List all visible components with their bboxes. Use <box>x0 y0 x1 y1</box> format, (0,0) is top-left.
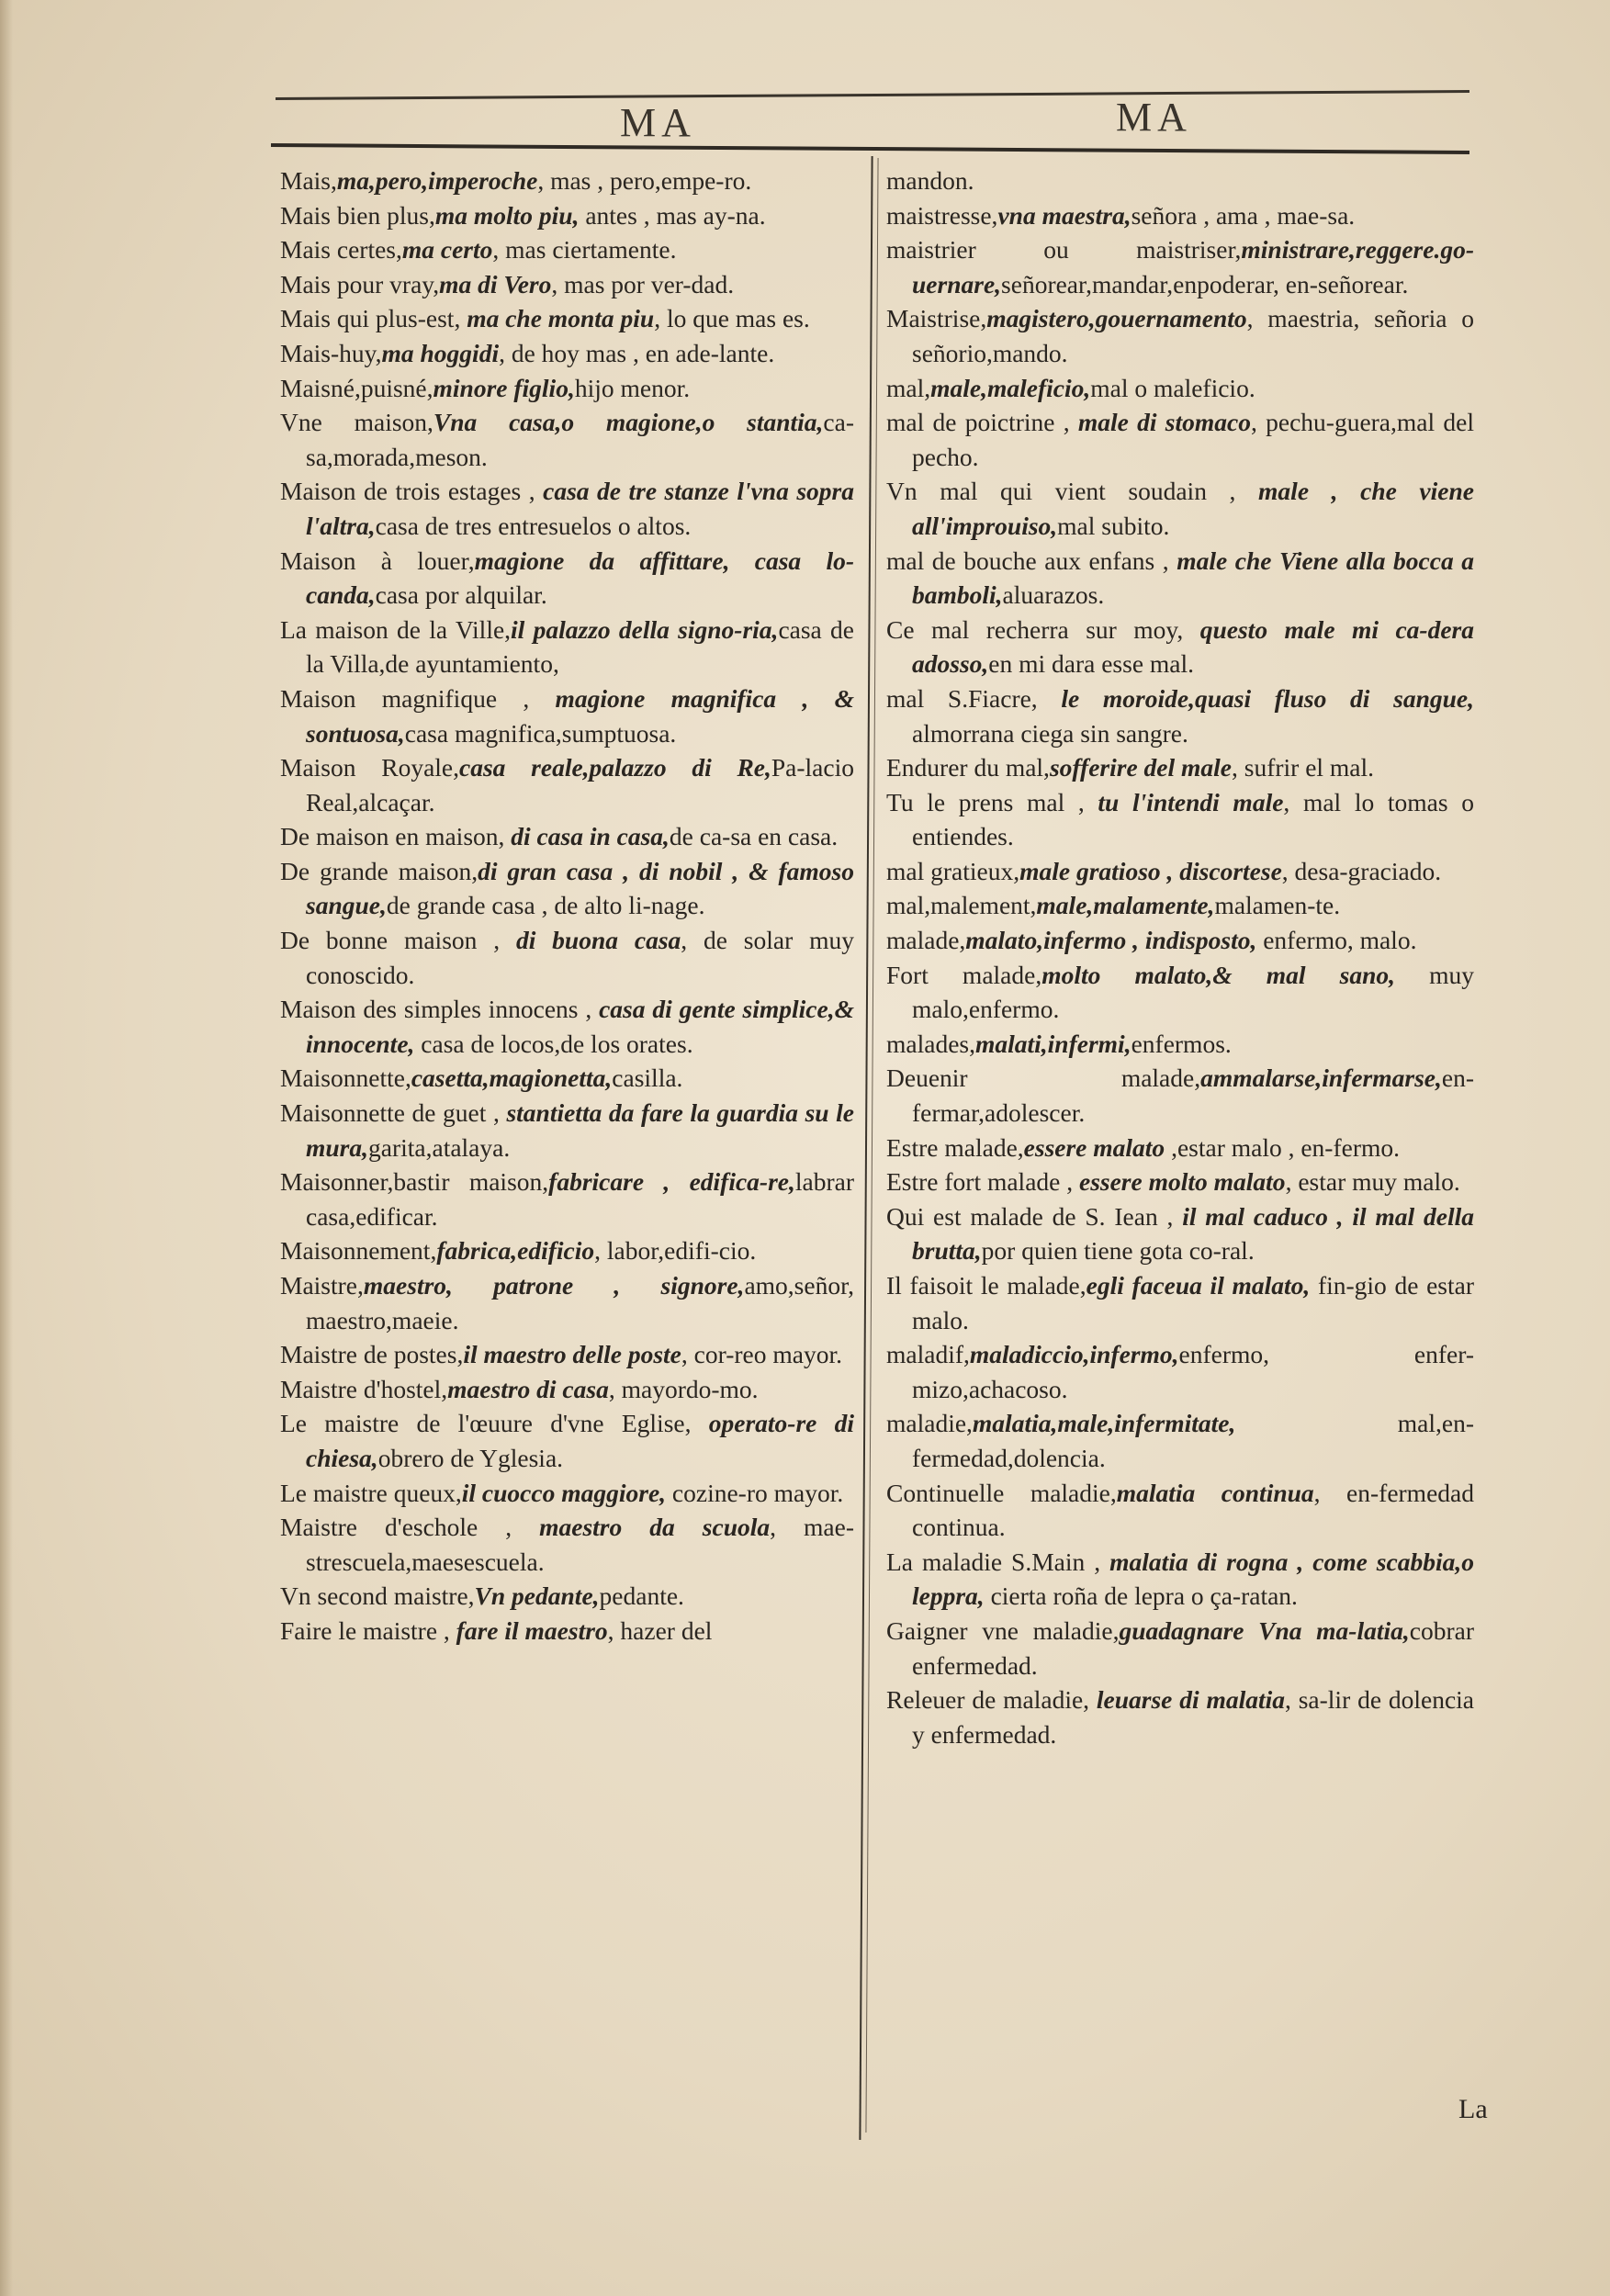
french-headword: mal S.Fiacre, <box>886 683 1062 713</box>
dictionary-entry <box>280 163 854 198</box>
italian-gloss: guadagnare Vna ma-latia, <box>1119 1615 1410 1645</box>
italian-gloss: malati,infermi, <box>974 1029 1132 1058</box>
spanish-gloss: de grande casa , de alto li-nage. <box>386 891 705 920</box>
spanish-gloss: , mas ciertamente. <box>492 235 677 264</box>
french-headword: maistresse, <box>886 200 998 230</box>
dictionary-entry <box>280 474 854 543</box>
french-headword: Maison Royale, <box>280 753 460 782</box>
spanish-gloss: , estar muy malo. <box>1285 1167 1460 1197</box>
spanish-gloss: enfermo, enfer-mizo,achacoso. <box>912 1340 1474 1403</box>
dictionary-entry <box>280 1061 854 1096</box>
italian-gloss: egli faceua il malato, <box>1086 1271 1311 1300</box>
dictionary-entry <box>886 1614 1474 1683</box>
spanish-gloss: casilla. <box>612 1064 683 1093</box>
spanish-gloss: mal,en-fermedad,dolencia. <box>912 1409 1474 1472</box>
dictionary-entry <box>280 1510 854 1579</box>
french-headword: Releuer de maladie, <box>886 1685 1097 1715</box>
italian-gloss: casa reale,palazzo di Re, <box>459 753 771 782</box>
right-column <box>886 163 1474 1751</box>
french-headword: Maison des simples innocens , <box>280 995 600 1024</box>
dictionary-entry <box>886 544 1474 613</box>
dictionary-entry <box>280 681 854 750</box>
french-headword: Gaigner vne maladie, <box>886 1615 1120 1645</box>
italian-gloss: il maestro delle poste <box>463 1340 681 1369</box>
french-headword: Mais bien plus, <box>280 200 435 230</box>
french-headword: Estre malade, <box>886 1132 1024 1162</box>
spanish-gloss: en-fermar,adolescer. <box>912 1064 1474 1128</box>
italian-gloss: stantietta da fare la guardia su le mura, <box>306 1098 854 1162</box>
spanish-gloss: obrero de Yglesia. <box>377 1443 564 1472</box>
header-left: MA <box>620 100 696 145</box>
dictionary-entry <box>280 1233 854 1268</box>
italian-gloss: malatia,male,infermitate, <box>972 1409 1236 1438</box>
french-headword: Maistre, <box>280 1271 364 1300</box>
italian-gloss: essere molto malato <box>1078 1167 1286 1197</box>
spanish-gloss: , sufrir el mal. <box>1232 753 1375 782</box>
column-divider-inner <box>865 158 878 2133</box>
spanish-gloss: de ca-sa en casa. <box>669 822 839 851</box>
dictionary-entry <box>280 232 854 267</box>
french-headword: De maison en maison, <box>280 822 512 851</box>
italian-gloss: casetta,magionetta, <box>411 1064 613 1093</box>
spanish-gloss: mal o maleficio. <box>1090 373 1255 402</box>
dictionary-entry <box>280 301 854 336</box>
french-headword: De grande maison, <box>280 856 478 885</box>
spanish-gloss: , cor-reo mayor. <box>681 1340 842 1369</box>
italian-gloss: male,malamente, <box>1036 891 1215 920</box>
spanish-gloss: cierta roña de lepra o ça-ratan. <box>984 1581 1298 1611</box>
spanish-gloss: , mas , pero,empe-ro. <box>537 166 752 195</box>
dictionary-entry <box>886 1545 1474 1614</box>
italian-gloss: Vna casa,o magione,o stantia, <box>433 408 824 437</box>
spanish-gloss: aluarazos. <box>1002 580 1105 610</box>
spanish-gloss: señorear,mandar,enpoderar, en-señorear. <box>1001 269 1409 298</box>
dictionary-entry <box>886 613 1474 681</box>
french-headword: Vne maison, <box>280 408 433 437</box>
french-headword: Fort malade, <box>886 960 1042 989</box>
spanish-gloss: , mae-strescuela,maesescuela. <box>306 1513 854 1576</box>
spanish-gloss: en mi dara esse mal. <box>988 649 1195 679</box>
french-headword: Ce mal recherra sur moy, <box>886 614 1200 644</box>
dictionary-entry <box>280 1268 854 1337</box>
spanish-gloss: , desa-graciado. <box>1281 856 1442 885</box>
french-headword: Maison à louer, <box>280 546 475 575</box>
spanish-gloss: antes , mas ay-na. <box>579 200 766 230</box>
french-headword: Tu le prens mal , <box>886 787 1098 816</box>
italian-gloss: magione magnifica , & sontuosa, <box>306 683 855 748</box>
french-headword: mal de bouche aux enfans , <box>886 546 1177 575</box>
italian-gloss: male , che viene all'improuiso, <box>912 477 1474 540</box>
french-headword: Maistre d'hostel, <box>280 1374 448 1403</box>
italian-gloss: magistero,gouernamento <box>986 304 1247 333</box>
spanish-gloss: , lo que mas es. <box>654 304 810 333</box>
spanish-gloss: amo,señor, maestro,maeie. <box>306 1271 854 1334</box>
spanish-gloss: labrar casa,edificar. <box>306 1167 854 1231</box>
dictionary-entry <box>280 1096 854 1165</box>
spanish-gloss: por quien tiene gota co-ral. <box>981 1236 1255 1266</box>
spanish-gloss: , hazer del <box>607 1615 713 1645</box>
spanish-gloss: cozine-ro mayor. <box>666 1478 844 1507</box>
spanish-gloss: , pechu-guera,mal del pecho. <box>912 408 1474 471</box>
french-headword: mal gratieux, <box>886 856 1020 885</box>
italian-gloss: fare il maestro <box>456 1615 608 1645</box>
catchword: La <box>1458 2094 1488 2124</box>
dictionary-entry <box>280 371 854 406</box>
italian-gloss: di casa in casa, <box>511 822 670 851</box>
spanish-gloss: enfermos. <box>1131 1029 1232 1058</box>
italian-gloss: ma hoggidi <box>381 338 500 367</box>
spanish-gloss: casa magnifica,sumptuosa. <box>404 718 677 748</box>
french-headword: Mais-huy, <box>280 338 382 367</box>
italian-gloss: questo male mi ca-dera adosso, <box>912 614 1474 679</box>
dictionary-entry <box>886 232 1474 301</box>
italian-gloss: essere malato <box>1023 1132 1165 1162</box>
french-headword: Maison magnifique , <box>280 683 556 713</box>
french-headword: mal de poictrine , <box>886 408 1078 437</box>
italian-gloss: minore figlio, <box>433 373 575 402</box>
dictionary-entry <box>886 1476 1474 1545</box>
spanish-gloss: garita,atalaya. <box>368 1132 511 1162</box>
italian-gloss: casa de tre stanze l'vna sopra l'altra, <box>306 477 854 540</box>
spanish-gloss: casa de locos,de los orates. <box>414 1029 693 1058</box>
spanish-gloss: almorrana ciega sin sangre. <box>912 718 1188 748</box>
spanish-gloss: , mas por ver-dad. <box>551 269 735 298</box>
dictionary-entry <box>280 1337 854 1372</box>
french-headword: Deuenir malade, <box>886 1064 1201 1093</box>
dictionary-entry <box>886 1337 1474 1406</box>
left-column <box>280 163 854 1649</box>
italian-gloss: vna maestra, <box>997 200 1132 230</box>
spanish-gloss: fin-gio de estar malo. <box>912 1271 1474 1334</box>
dictionary-entry <box>886 163 1474 198</box>
spine-shadow <box>0 0 13 2296</box>
french-headword: Qui est malade de S. Iean , <box>886 1201 1183 1231</box>
dictionary-entry <box>280 544 854 613</box>
french-headword: Le maistre queux, <box>280 1478 462 1507</box>
dictionary-entry <box>886 1131 1474 1165</box>
italian-gloss: ma certo <box>401 235 493 264</box>
french-headword: Vn mal qui vient soudain , <box>886 477 1259 506</box>
italian-gloss: ma di Vero <box>439 269 552 298</box>
french-headword: Mais, <box>280 166 337 195</box>
dictionary-entry <box>280 923 854 992</box>
italian-gloss: magione da affittare, casa lo-canda, <box>306 546 855 610</box>
dictionary-entry <box>280 198 854 233</box>
spanish-gloss: , labor,edifi-cio. <box>594 1236 757 1266</box>
dictionary-entry <box>886 371 1474 406</box>
dictionary-entry <box>280 1372 854 1407</box>
french-headword: Continuelle maladie, <box>886 1478 1117 1507</box>
header-right: MA <box>1116 95 1192 140</box>
dictionary-entry <box>886 1165 1474 1199</box>
dictionary-entry <box>886 474 1474 543</box>
italian-gloss: ma,pero,imperoche <box>336 166 538 195</box>
italian-gloss: il palazzo della signo-ria, <box>511 614 779 644</box>
french-headword: Maisonner,bastir maison, <box>280 1167 549 1197</box>
french-headword: Maisonnette de guet , <box>280 1098 507 1128</box>
dictionary-entry <box>886 854 1474 889</box>
spanish-gloss: , mal lo tomas o entiendes. <box>912 787 1475 851</box>
spanish-gloss: , de hoy mas , en ade-lante. <box>499 338 775 367</box>
dictionary-entry <box>280 819 854 854</box>
french-headword: Maisné,puisné, <box>280 373 433 402</box>
italian-gloss: sofferire del male <box>1049 753 1232 782</box>
dictionary-entry <box>280 1406 854 1475</box>
italian-gloss: fabrica,edificio <box>436 1236 595 1266</box>
french-headword: malade, <box>886 926 966 955</box>
french-headword: La maison de la Ville, <box>280 614 512 644</box>
dictionary-entry <box>886 681 1474 750</box>
italian-gloss: tu l'intendi male <box>1098 787 1284 816</box>
dictionary-entry <box>886 750 1474 785</box>
italian-gloss: il mal caduco , il mal della brutta, <box>912 1201 1474 1266</box>
spanish-gloss: muy malo,enfermo. <box>912 960 1474 1024</box>
italian-gloss: malatia di rogna , come scabbia,o leppra, <box>912 1547 1474 1611</box>
dictionary-entry <box>280 854 854 923</box>
dictionary-entry <box>886 301 1474 370</box>
spanish-gloss: casa por alquilar. <box>375 580 547 610</box>
dictionary-entry <box>280 1165 854 1233</box>
italian-gloss: male,maleficio, <box>930 373 1091 402</box>
dictionary-entry <box>886 1199 1474 1268</box>
spanish-gloss: señora , ama , mae-sa. <box>1131 200 1356 230</box>
dictionary-entry <box>886 198 1474 233</box>
french-headword: Il faisoit le malade, <box>886 1271 1086 1300</box>
french-headword: maladif, <box>886 1340 970 1369</box>
french-headword: Mais certes, <box>280 235 402 264</box>
french-headword: mal,malement, <box>886 891 1037 920</box>
french-headword: De bonne maison , <box>280 926 516 955</box>
french-headword: Estre fort malade , <box>886 1167 1079 1197</box>
italian-gloss: male di stomaco <box>1077 408 1251 437</box>
dictionary-entry <box>886 1268 1474 1337</box>
french-headword: Maistre d'eschole , <box>280 1513 540 1542</box>
italian-gloss: maestro, patrone , signore, <box>363 1271 745 1300</box>
italian-gloss: male gratioso , discortese <box>1019 856 1282 885</box>
spanish-gloss: ,estar malo , en-fermo. <box>1165 1132 1400 1162</box>
italian-gloss: malatia continua <box>1116 1478 1314 1507</box>
french-headword: Mais pour vray, <box>280 269 440 298</box>
spanish-gloss: mandon. <box>886 166 974 195</box>
spanish-gloss: , maestria, señoria o señorio,mando. <box>912 304 1474 367</box>
italian-gloss: ammalarse,infermarse, <box>1200 1064 1442 1093</box>
french-headword: Maisonnette, <box>280 1064 411 1093</box>
dictionary-entry <box>280 336 854 371</box>
french-headword: Maistrise, <box>886 304 987 333</box>
dictionary-entry <box>280 992 854 1061</box>
dictionary-entry <box>886 1027 1474 1062</box>
dictionary-entry <box>280 1614 854 1649</box>
french-headword: mal, <box>886 373 931 402</box>
spanish-gloss: ca-sa,morada,meson. <box>306 408 854 471</box>
dictionary-entry <box>280 405 854 474</box>
spanish-gloss: pedante. <box>599 1581 684 1611</box>
italian-gloss: Vn pedante, <box>474 1581 600 1611</box>
dictionary-entry <box>280 267 854 302</box>
french-headword: Faire le maistre , <box>280 1615 456 1645</box>
italian-gloss: ma che monta piu <box>467 304 655 333</box>
french-headword: Maistre de postes, <box>280 1340 464 1369</box>
dictionary-entry <box>280 1579 854 1614</box>
italian-gloss: leuarse di malatia <box>1096 1685 1286 1715</box>
italian-gloss: operato-re di chiesa, <box>306 1409 854 1472</box>
italian-gloss: maladiccio,infermo, <box>969 1340 1179 1369</box>
spanish-gloss: cobrar enfermedad. <box>912 1615 1474 1680</box>
italian-gloss: le moroide,quasi fluso di sangue, <box>1061 683 1474 713</box>
spanish-gloss: casa de tres entresuelos o altos. <box>375 511 692 540</box>
french-headword: Maison de trois estages , <box>280 477 544 506</box>
italian-gloss: maestro di casa <box>447 1374 609 1403</box>
dictionary-entry <box>280 750 854 819</box>
italian-gloss: di buona casa <box>515 926 681 955</box>
french-headword: La maladie S.Main , <box>886 1547 1110 1576</box>
spanish-gloss: Pa-lacio Real,alcaçar. <box>306 753 854 816</box>
italian-gloss: male che Viene alla bocca a bamboli, <box>912 546 1474 610</box>
spanish-gloss: , sa-lir de dolencia y enfermedad. <box>912 1685 1475 1749</box>
spanish-gloss: , mayordo-mo. <box>608 1374 759 1403</box>
french-headword: malades, <box>886 1029 975 1058</box>
italian-gloss: ma molto piu, <box>434 200 580 230</box>
italian-gloss: ministrare,reggere.go-uernare, <box>912 235 1474 298</box>
dictionary-entry <box>886 888 1474 923</box>
dictionary-entry <box>886 785 1474 854</box>
dictionary-entry <box>886 958 1474 1027</box>
french-headword: Mais qui plus-est, <box>280 304 467 333</box>
spanish-gloss: mal subito. <box>1057 511 1170 540</box>
dictionary-entry <box>886 1061 1474 1130</box>
spanish-gloss: malamen-te. <box>1214 891 1341 920</box>
dictionary-entry <box>280 1476 854 1511</box>
dictionary-entry <box>280 613 854 681</box>
italian-gloss: maestro da scuola <box>539 1513 771 1542</box>
italian-gloss: fabricare , edifica-re, <box>548 1167 795 1197</box>
italian-gloss: di gran casa , di nobil , & famoso sangue, <box>306 856 854 920</box>
italian-gloss: malato,infermo , indisposto, <box>965 926 1257 955</box>
french-headword: maladie, <box>886 1409 973 1438</box>
french-headword: maistrier ou maistriser, <box>886 235 1242 264</box>
spanish-gloss: enfermo, malo. <box>1256 926 1417 955</box>
spanish-gloss: casa de la Villa,de ayuntamiento, <box>306 614 854 679</box>
dictionary-entry <box>886 405 1474 474</box>
italian-gloss: il cuocco maggiore, <box>461 1478 667 1507</box>
dictionary-entry <box>886 1406 1474 1475</box>
french-headword: Le maistre de l'œuure d'vne Eglise, <box>280 1409 709 1438</box>
french-headword: Endurer du mal, <box>886 753 1050 782</box>
italian-gloss: casa di gente simplice,& innocente, <box>306 995 854 1058</box>
dictionary-entry <box>886 923 1474 958</box>
french-headword: Vn second maistre, <box>280 1581 475 1611</box>
spanish-gloss: , en-fermedad continua. <box>912 1478 1474 1542</box>
french-headword: Maisonnement, <box>280 1236 437 1266</box>
spanish-gloss: hijo menor. <box>574 373 691 402</box>
spanish-gloss: , de solar muy conoscido. <box>306 926 854 989</box>
dictionary-entry <box>886 1683 1474 1751</box>
italian-gloss: molto malato,& mal sano, <box>1041 960 1396 989</box>
